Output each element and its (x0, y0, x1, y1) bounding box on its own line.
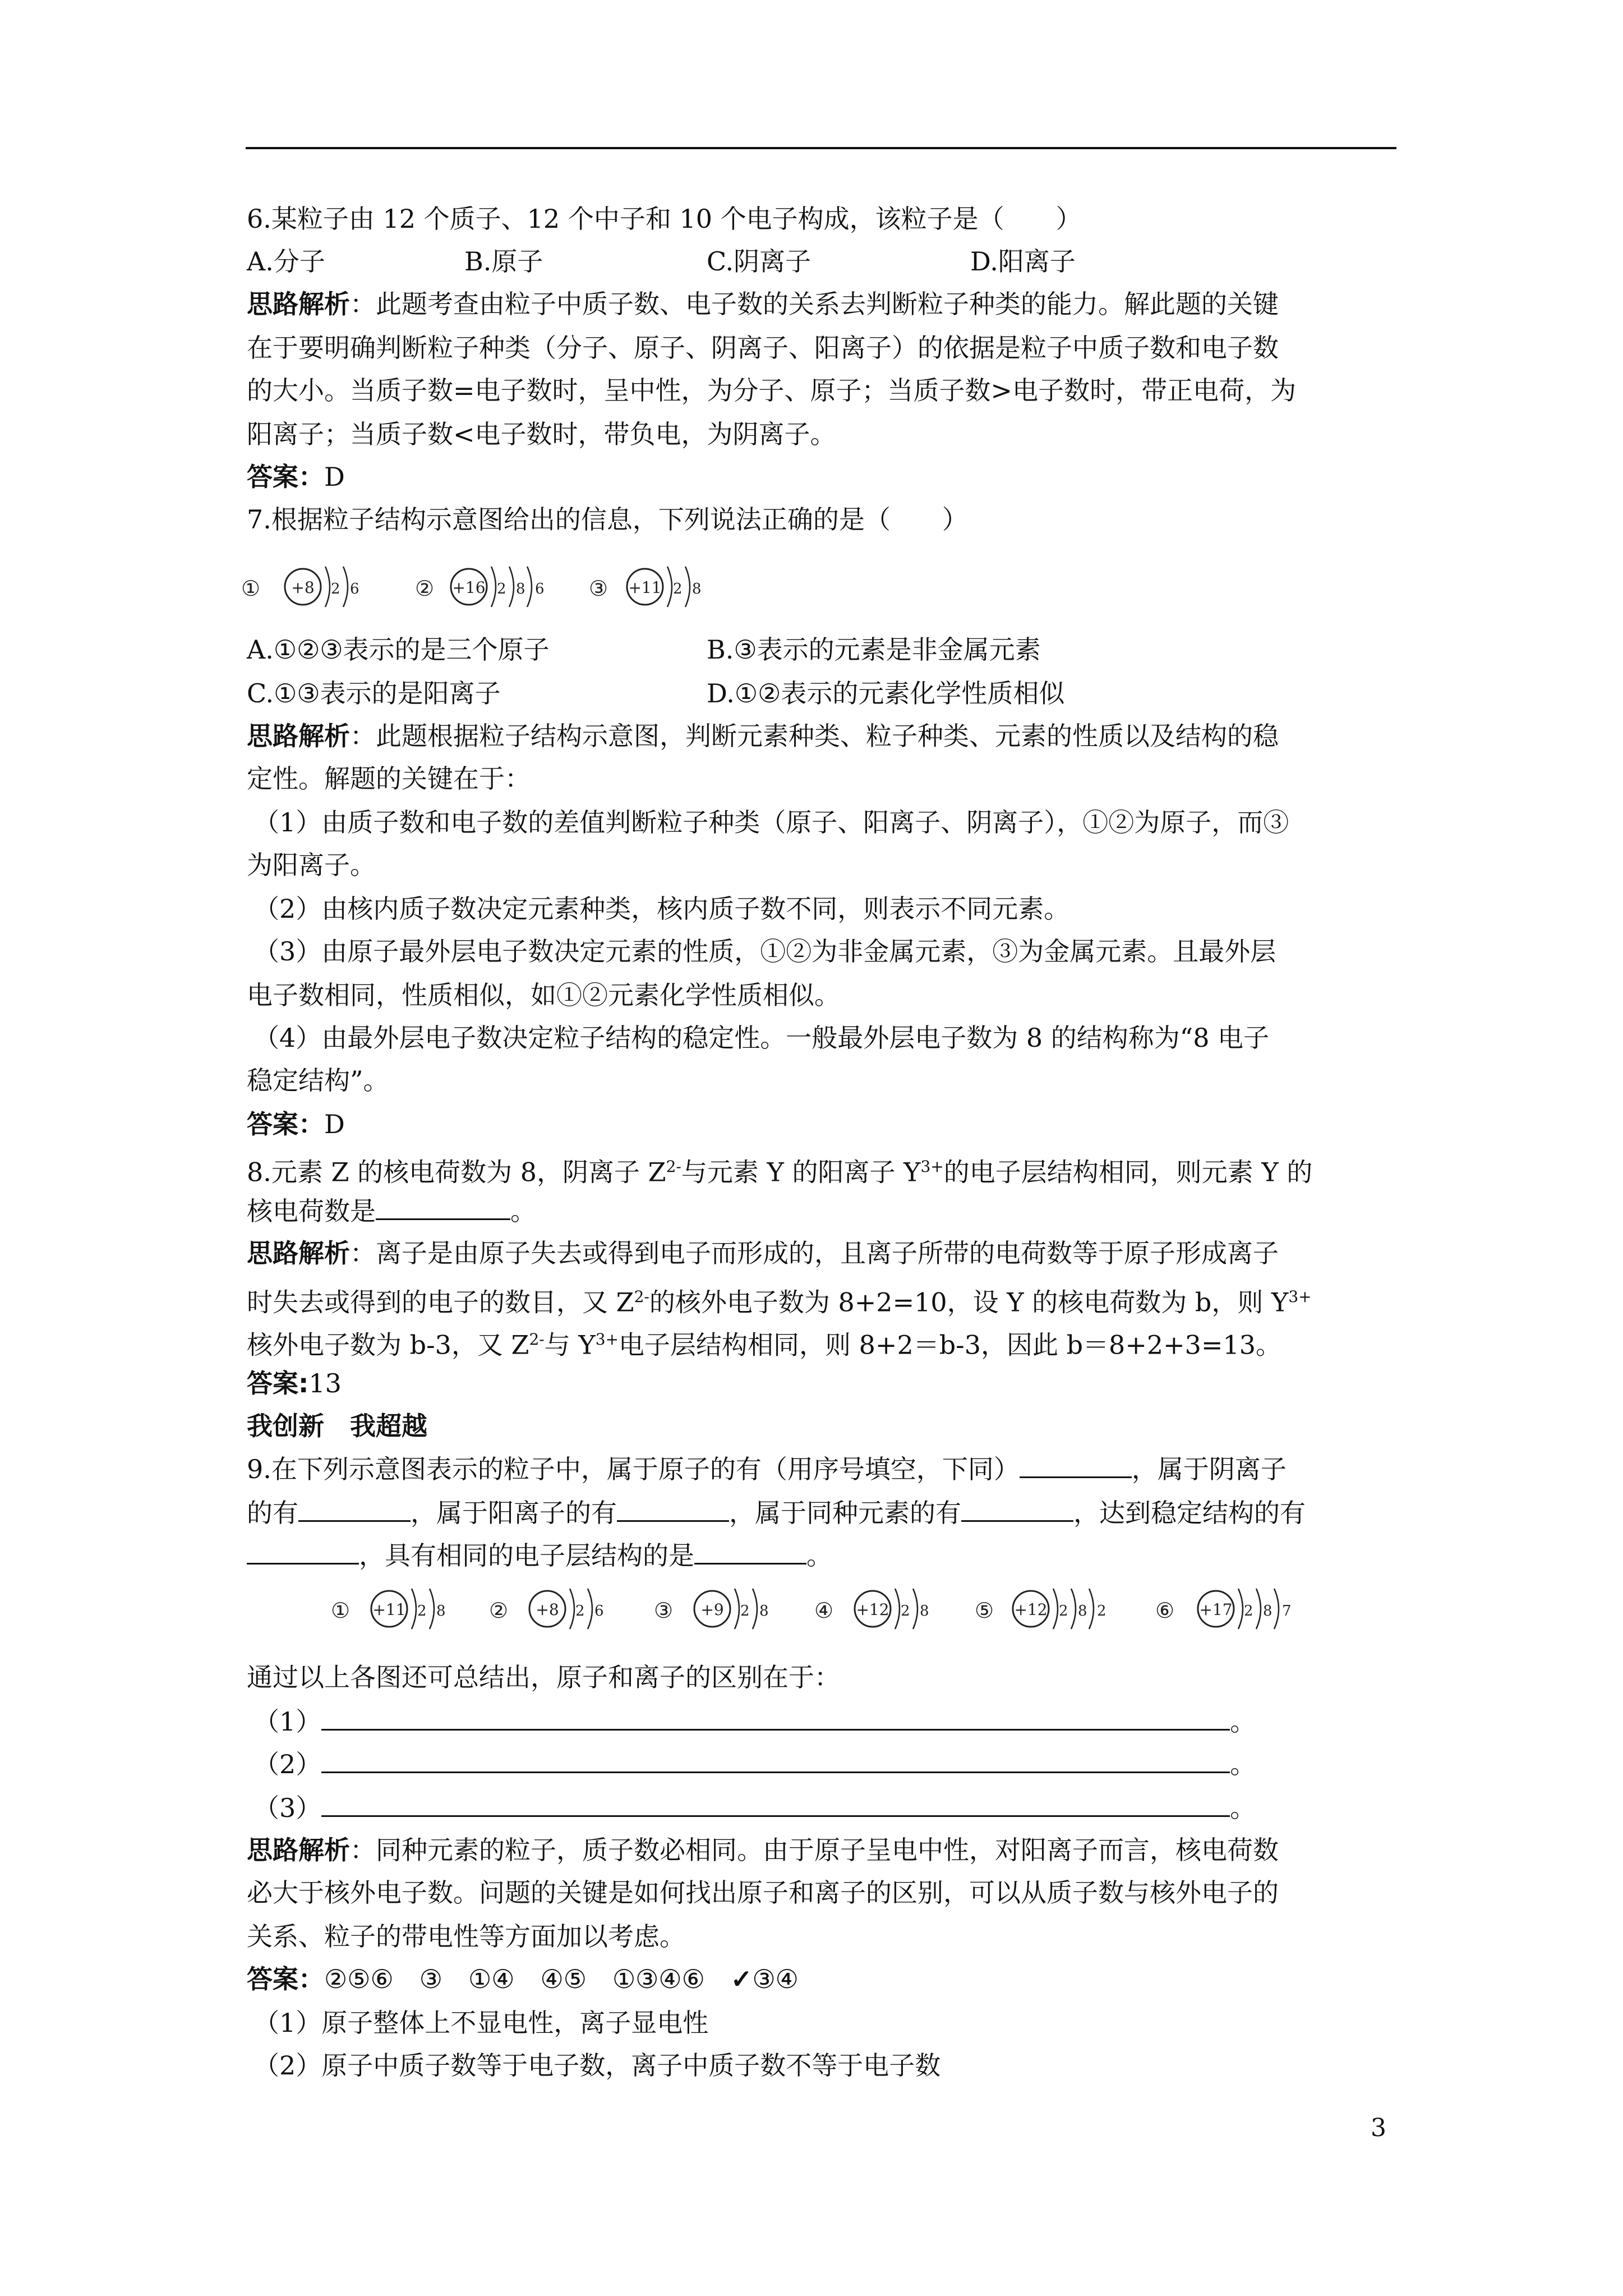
q9-blank-same-shell[interactable] (694, 1538, 806, 1565)
q9-fill-blank-3[interactable] (321, 1791, 1230, 1817)
q9-blank-anions[interactable] (298, 1496, 411, 1522)
q9-diagram-2-nucleus: +8 (536, 1600, 559, 1619)
q7-answer-label: 答案： (247, 1109, 324, 1139)
svg-text:2: 2 (673, 581, 683, 597)
svg-text:2: 2 (331, 581, 340, 597)
svg-text:2: 2 (1097, 1603, 1106, 1619)
q9-diagram-4 (814, 1582, 955, 1638)
header-rule (246, 147, 1396, 149)
q7-diagram-2-label: ② (415, 576, 435, 601)
q6-analysis-line-2: 在于要明确判断粒子种类（分子、原子、阴离子、阳离子）的依据是粒子中质子数和电子数 (247, 333, 1279, 363)
q9-diagram-3-nucleus: +9 (700, 1600, 724, 1619)
q7-options-row-2 (247, 677, 1396, 710)
q9-diagram-4-nucleus: +12 (856, 1600, 889, 1619)
q7-analysis-line-1: 思路解析：此题根据粒子结构示意图，判断元素种类、粒子种类、元素的性质以及结构的稳 (247, 721, 1279, 751)
q7-diagram-2 (415, 560, 566, 616)
q7-diagram-2-nucleus: +16 (452, 578, 486, 597)
q8-analysis-line-1: 思路解析：离子是由原子失去或得到电子而形成的，且离子所带的电荷数等于原子形成离子 (247, 1238, 1279, 1268)
q9-blank-atoms[interactable] (1020, 1452, 1132, 1478)
q9-blank-stable[interactable] (247, 1538, 359, 1565)
svg-text:2: 2 (1244, 1603, 1253, 1619)
page-number: 3 (1371, 2114, 1386, 2142)
svg-text:8: 8 (436, 1603, 446, 1619)
q7-option-d: D.①②表示的元素化学性质相似 (707, 678, 1065, 708)
q9-diagram-5-nucleus: +12 (1014, 1600, 1048, 1619)
q8-answer-value: 13 (308, 1368, 342, 1398)
q7-analysis-line-7: 电子数相同，性质相似，如①②元素化学性质相似。 (247, 980, 840, 1010)
q7-diagram-1-nucleus: +8 (291, 578, 315, 597)
q9-diagram-5-label: ⑤ (975, 1598, 994, 1623)
svg-text:8: 8 (692, 581, 702, 597)
q6-answer-value: D (324, 462, 345, 492)
q6-stem: 6.某粒子由 12 个质子、12 个中子和 10 个电子构成，该粒子是（ ） (247, 204, 1082, 234)
q9-summary: 通过以上各图还可总结出，原子和离子的区别在于： (247, 1662, 840, 1692)
q9-diagram-4-label: ④ (814, 1598, 834, 1623)
q7-options-row-1 (247, 633, 1396, 666)
svg-text:8: 8 (759, 1603, 769, 1619)
q6-analysis-line-3: 的大小。当质子数=电子数时，呈中性，为分子、原子；当质子数>电子数时，带正电荷，为 (247, 375, 1297, 406)
q9-answer: 答案：②⑤⑥ ③ ①④ ④⑤ ①③④⑥ ✓③④ (247, 1964, 799, 1994)
q6-option-a: A.分子 (247, 246, 325, 277)
q7-analysis-line-8: （4）由最外层电子数决定粒子结构的稳定性。一般最外层电子数为 8 的结构称为“8 电子 (253, 1023, 1270, 1053)
q9-blank-same-element[interactable] (961, 1496, 1073, 1522)
q7-answer (247, 1107, 345, 1141)
q8-stem-line-2: 核电荷数是 。 (247, 1194, 536, 1228)
svg-text:2: 2 (1059, 1603, 1068, 1619)
q8-answer (247, 1366, 342, 1400)
q7-diagram-1-label: ① (241, 576, 261, 601)
q7-option-c: C.①③表示的是阳离子 (247, 678, 501, 708)
q6-option-b: B.原子 (464, 246, 543, 277)
svg-text:7: 7 (1282, 1603, 1292, 1619)
q9-analysis-line-2: 必大于核外电子数。问题的关键是如何找出原子和离子的区别，可以从质子数与核外电子的 (247, 1878, 1279, 1908)
q9-diagram-3-label: ③ (654, 1598, 674, 1623)
q9-diagram-1-label: ① (331, 1598, 351, 1623)
svg-text:8: 8 (1078, 1603, 1087, 1619)
q9-analysis-line-3: 关系、粒子的带电性等方面加以考虑。 (247, 1921, 685, 1952)
q9-diagram-5 (975, 1582, 1126, 1638)
q9-fill-line-2: （2） 。 (253, 1747, 1256, 1781)
q7-stem: 7.根据粒子结构示意图给出的信息，下列说法正确的是（ ） (247, 504, 968, 535)
q7-option-a: A.①②③表示的是三个原子 (247, 634, 550, 665)
q7-analysis-label: 思路解析 (247, 721, 350, 751)
q9-analysis-label: 思路解析 (247, 1835, 350, 1865)
q8-blank[interactable] (376, 1194, 510, 1220)
q7-diagram-3-label: ③ (589, 576, 608, 601)
q9-answer-label: 答案： (247, 1964, 324, 1994)
q8-analysis-line-2: 时失去或得到的电子的数目，又 $Z^{2-}$的核外电子数为 8+2=10，设 Y 的核电荷数为 b，则 $Y^{3+}$ (247, 1287, 1312, 1318)
q9-stem-line-3: ，具有相同的电子层结构的是 。 (247, 1538, 832, 1572)
q8-stem-line-1: 8.元素 Z 的核电荷数为 8，阴离子 $Z^{2-}$与元素 Y 的阳离子 $Y^{3+}$的电子层结构相同，则元素 Y 的 (247, 1157, 1313, 1188)
q8-analysis-line-3: 核外电子数为 b-3，又 $Z^{2-}$与 $Y^{3+}$电子层结构相同，则 8+2＝b-3，因此 b＝8+2+3=13。 (247, 1329, 1282, 1360)
q9-analysis-line-1: 思路解析：同种元素的粒子，质子数必相同。由于原子呈电中性，对阳离子而言，核电荷数 (247, 1835, 1279, 1865)
q6-options (247, 245, 1396, 278)
svg-text:2: 2 (497, 581, 506, 597)
q6-analysis-line-1: 思路解析：此题考查由粒子中质子数、电子数的关系去判断粒子种类的能力。解此题的关键 (247, 289, 1279, 319)
q9-fill-blank-2[interactable] (321, 1747, 1230, 1773)
q8-analysis-label: 思路解析 (247, 1238, 350, 1268)
q9-answer-line-1: （1）原子整体上不显电性，离子显电性 (253, 2008, 709, 2038)
q7-answer-value: D (324, 1109, 345, 1139)
q6-option-c: C.阴离子 (707, 246, 811, 277)
svg-text:8: 8 (920, 1603, 929, 1619)
q7-analysis-line-4: 为阳离子。 (247, 850, 376, 880)
svg-text:2: 2 (740, 1603, 750, 1619)
svg-text:8: 8 (1263, 1603, 1272, 1619)
section-title: 我创新 我超越 (247, 1411, 427, 1441)
q7-analysis-line-9: 稳定结构”。 (247, 1065, 389, 1096)
svg-text:6: 6 (535, 581, 545, 597)
q9-diagram-3 (654, 1582, 794, 1638)
q9-diagram-6-label: ⑥ (1155, 1598, 1175, 1623)
q7-analysis-line-5: （2）由核内质子数决定元素种类，核内质子数不同，则表示不同元素。 (253, 894, 1070, 924)
q7-option-b: B.③表示的元素是非金属元素 (707, 634, 1041, 665)
q9-diagram-2-label: ② (489, 1598, 509, 1623)
q9-diagram-2 (489, 1582, 629, 1638)
check-icon: ✓ (730, 1964, 753, 1994)
q7-analysis-line-3: （1）由质子数和电子数的差值判断粒子种类（原子、阳离子、阴离子），①②为原子，而③ (253, 807, 1289, 838)
svg-text:8: 8 (516, 581, 525, 597)
q9-answer-line-2: （2）原子中质子数等于电子数，离子中质子数不等于电子数 (253, 2050, 941, 2081)
q6-analysis-label: 思路解析 (247, 289, 350, 319)
q9-stem-line-2: 的有 ，属于阳离子的有 ，属于同种元素的有 ，达到稳定结构的有 (247, 1496, 1306, 1530)
q9-diagram-6 (1155, 1582, 1312, 1638)
q6-answer-label: 答案： (247, 462, 324, 492)
q9-stem-line-1: 9.在下列示意图表示的粒子中，属于原子的有（用序号填空，下同） ，属于阴离子 (247, 1452, 1287, 1486)
q8-answer-label: 答案: (247, 1368, 309, 1398)
q7-analysis-line-6: （3）由原子最外层电子数决定元素的性质，①②为非金属元素，③为金属元素。且最外层 (253, 936, 1276, 967)
q7-diagram-3-nucleus: +11 (628, 578, 662, 597)
q9-fill-blank-1[interactable] (321, 1704, 1230, 1731)
q7-analysis-line-2: 定性。解题的关键在于： (247, 763, 531, 794)
q9-diagram-1-nucleus: +11 (372, 1600, 406, 1619)
q7-diagram-3 (589, 560, 723, 616)
q6-analysis-line-4: 阳离子；当质子数<电子数时，带负电，为阴离子。 (247, 419, 836, 449)
q6-answer (247, 460, 345, 494)
svg-text:6: 6 (350, 581, 359, 597)
q9-diagram-6-nucleus: +17 (1199, 1600, 1233, 1619)
q9-diagram-1 (331, 1582, 471, 1638)
q9-fill-line-1: （1） 。 (253, 1704, 1256, 1738)
svg-text:2: 2 (417, 1603, 427, 1619)
q7-diagram-1 (241, 560, 365, 616)
q9-fill-line-3: （3） 。 (253, 1791, 1256, 1825)
svg-text:2: 2 (901, 1603, 910, 1619)
svg-text:6: 6 (594, 1603, 604, 1619)
svg-text:2: 2 (575, 1603, 585, 1619)
q6-option-d: D.阳离子 (970, 246, 1076, 277)
q9-blank-cations[interactable] (617, 1496, 729, 1522)
